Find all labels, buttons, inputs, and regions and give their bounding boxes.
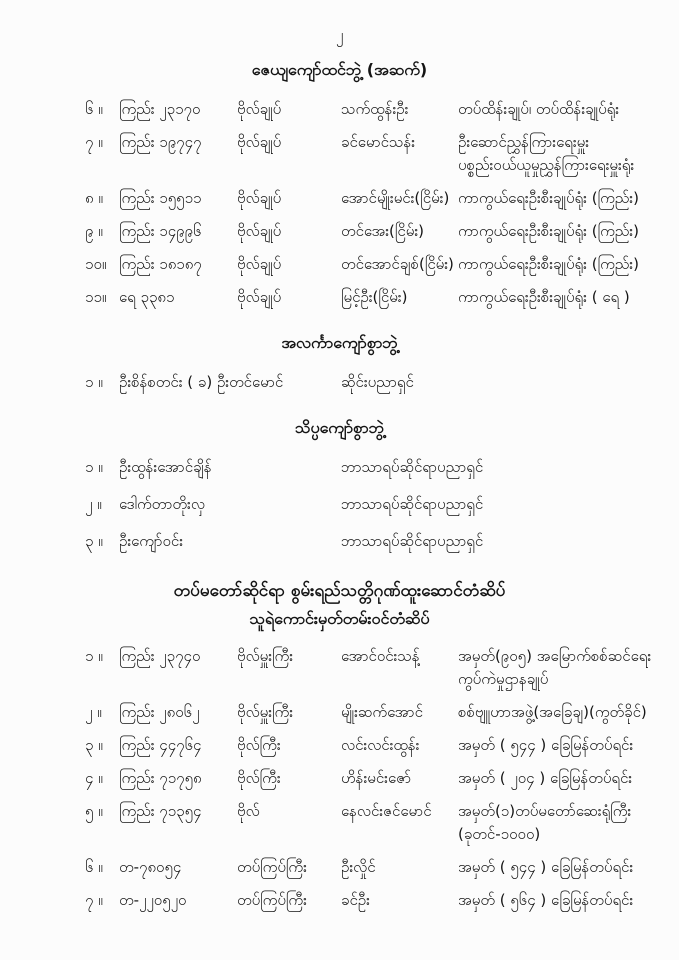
table-row bbox=[0, 493, 679, 516]
person-name: အောင်ဝင်းသန့် bbox=[341, 647, 420, 665]
person-name: ဦးကျော်ဝင်း bbox=[119, 532, 184, 550]
table-row bbox=[0, 767, 679, 790]
row-number: ၇ ။ bbox=[85, 891, 103, 909]
table-row bbox=[0, 187, 679, 210]
service-serial: ကြည်း ၁၅၅၁၁ bbox=[119, 189, 202, 207]
rank: ဗိုလ် bbox=[237, 802, 260, 820]
service-serial: တ-၂၂၀၅၂၀ bbox=[119, 891, 187, 909]
unit bbox=[458, 800, 655, 846]
person-name: သက်ထွန်းဦး bbox=[341, 100, 409, 118]
service-serial: ကြည်း ၄၄၇၆၄ bbox=[119, 736, 202, 754]
table-row bbox=[0, 286, 679, 309]
person-name: အောင်မျိုးမင်း(ငြိမ်း) bbox=[341, 189, 450, 207]
rank: ဗိုလ်ချုပ် bbox=[237, 288, 282, 306]
row-number: ၁၀။ bbox=[85, 255, 107, 273]
rank: ဗိုလ်မှူးကြီး bbox=[237, 647, 294, 665]
section-title-alankar-kyawswa: အလင်္ကာကျော်စွာဘွဲ့ bbox=[281, 333, 398, 352]
page-number: ၂ bbox=[335, 26, 344, 44]
unit-line: စစ်ဗျူဟာအဖွဲ့(အခြေချ)(ကွတ်ခိုင်) bbox=[458, 703, 647, 721]
table-row bbox=[0, 734, 679, 757]
service-serial: ကြည်း ၇၁၃၅၄ bbox=[119, 802, 202, 820]
description: ဘာသာရပ်ဆိုင်ရာပညာရှင် bbox=[341, 495, 484, 513]
rank: ဗိုလ်ချုပ် bbox=[237, 133, 282, 151]
service-serial: ကြည်း ၂၃၁၇၀ bbox=[119, 100, 201, 118]
person-name: ဒေါက်တာတိုးလှ bbox=[119, 495, 205, 513]
service-serial: ကြည်း ၂၈၀၆၂ bbox=[119, 703, 200, 721]
unit bbox=[458, 701, 655, 724]
row-number: ၁ ။ bbox=[85, 647, 103, 665]
person-name: ဦးလှိုင် bbox=[341, 858, 376, 876]
person-name: ခင်ဦး bbox=[341, 891, 370, 909]
row-number: ၃ ။ bbox=[85, 532, 103, 550]
section-subtitle-hero-record-medal: သူရဲကောင်းမှတ်တမ်းဝင်တံဆိပ် bbox=[249, 609, 430, 628]
table-row bbox=[0, 530, 679, 553]
rank: ဗိုလ်မှူးကြီး bbox=[237, 703, 294, 721]
description: ဘာသာရပ်ဆိုင်ရာပညာရှင် bbox=[341, 532, 484, 550]
unit bbox=[458, 889, 655, 912]
service-serial: ကြည်း ၁၈၁၈၇ bbox=[119, 255, 202, 273]
person-name: ဦးစိန်စတင်း ( ခ) ဦးတင်မောင် bbox=[119, 373, 284, 391]
person-name: မျိုးဆက်အောင် bbox=[341, 703, 423, 721]
row-number: ၂ ။ bbox=[85, 495, 102, 513]
unit bbox=[458, 98, 655, 121]
unit-line: (ခုတင်-၁၀၀၀) bbox=[458, 825, 541, 843]
person-name: မြင့်ဦး(ငြိမ်း) bbox=[341, 288, 408, 306]
person-name: လင်းလင်းထွန်း bbox=[341, 736, 420, 754]
unit bbox=[458, 220, 655, 243]
row-number: ၆ ။ bbox=[85, 100, 103, 118]
person-name: ဦးထွန်းအောင်ချိန် bbox=[119, 458, 212, 476]
unit bbox=[458, 286, 655, 309]
unit-line: အမှတ် ( ၅၆၄ ) ခြေမြန်တပ်ရင်း bbox=[458, 891, 634, 909]
unit-line: အမှတ် ( ၂၀၄ ) ခြေမြန်တပ်ရင်း bbox=[458, 769, 633, 787]
row-number: ၅ ။ bbox=[85, 802, 103, 820]
row-number: ၉ ။ bbox=[85, 222, 103, 240]
rank: ဗိုလ်ကြီး bbox=[237, 769, 281, 787]
rank: တပ်ကြပ်ကြီး bbox=[237, 891, 307, 909]
rank: ဗိုလ်ချုပ် bbox=[237, 222, 282, 240]
table-row bbox=[0, 889, 679, 912]
row-number: ၁ ။ bbox=[85, 373, 103, 391]
row-number: ၁ ။ bbox=[85, 458, 103, 476]
unit bbox=[458, 253, 655, 276]
service-serial: ကြည်း ၇၁၇၅၈ bbox=[119, 769, 202, 787]
table-row bbox=[0, 456, 679, 479]
rank: တပ်ကြပ်ကြီး bbox=[237, 858, 307, 876]
table-row bbox=[0, 131, 679, 177]
row-number: ၆ ။ bbox=[85, 858, 103, 876]
unit-line: တပ်ထိန်းချုပ်၊ တပ်ထိန်းချုပ်ရုံး bbox=[458, 100, 620, 118]
row-number: ၄ ။ bbox=[85, 769, 103, 787]
person-name: ခင်မောင်သန်း bbox=[341, 133, 416, 151]
service-serial: ရေ ၃၃၈၁ bbox=[119, 288, 175, 306]
unit bbox=[458, 131, 655, 177]
person-name: တင်အောင်ချစ်(ငြိမ်း) bbox=[341, 255, 454, 273]
table-row bbox=[0, 253, 679, 276]
table-row bbox=[0, 800, 679, 846]
rank: ဗိုလ်ချုပ် bbox=[237, 255, 282, 273]
unit-line: ကာကွယ်ရေးဦးစီးချုပ်ရုံး (ကြည်း) bbox=[458, 222, 639, 240]
table-row bbox=[0, 645, 679, 691]
unit-line: ပစ္စည်းဝယ်ယူမှုညွှန်ကြားရေးမှူးရုံး bbox=[458, 156, 635, 174]
table-row bbox=[0, 371, 679, 394]
unit bbox=[458, 734, 655, 757]
description: ဆိုင်းပညာရှင် bbox=[341, 373, 414, 391]
description: ဘာသာရပ်ဆိုင်ရာပညာရှင် bbox=[341, 458, 484, 476]
unit-line: အမှတ်(၉၀၅) အမြောက်စစ်ဆင်ရေး bbox=[458, 647, 652, 665]
unit-line: ကာကွယ်ရေးဦးစီးချုပ်ရုံး (ကြည်း) bbox=[458, 189, 639, 207]
unit-line: အမှတ် ( ၅၄၄ ) ခြေမြန်တပ်ရင်း bbox=[458, 858, 634, 876]
service-serial: ကြည်း ၁၄၉၉၆ bbox=[119, 222, 202, 240]
rank: ဗိုလ်ချုပ် bbox=[237, 100, 282, 118]
section-title-theippa-kyawswa: သိပ္ပကျော်စွာဘွဲ့ bbox=[294, 418, 385, 437]
section-title-gallantry-medal: တပ်မတော်ဆိုင်ရာ စွမ်းရည်သတ္တိဂုဏ်ထူးဆောင်တံဆိပ် bbox=[173, 581, 506, 601]
person-name: နေလင်းဇင်မောင် bbox=[341, 802, 432, 820]
rank: ဗိုလ်ကြီး bbox=[237, 736, 281, 754]
row-number: ၈ ။ bbox=[85, 189, 103, 207]
unit bbox=[458, 767, 655, 790]
person-name: ဟိန်းမင်းဇော် bbox=[341, 769, 412, 787]
service-serial: ကြည်း ၂၃၇၄၀ bbox=[119, 647, 201, 665]
row-number: ၂ ။ bbox=[85, 703, 102, 721]
section-title-zeya-kyaw-htin: ဇေယျကျော်ထင်ဘွဲ့ (အဆက်) bbox=[251, 60, 428, 79]
unit-line: ကာကွယ်ရေးဦးစီးချုပ်ရုံး ( ရေ ) bbox=[458, 288, 630, 306]
row-number: ၇ ။ bbox=[85, 133, 103, 151]
table-row bbox=[0, 701, 679, 724]
service-serial: တ-၇၈၀၅၄ bbox=[119, 858, 182, 876]
unit-line: ဦးဆောင်ညွှန်ကြားရေးမှူး bbox=[458, 133, 590, 151]
table-row bbox=[0, 856, 679, 879]
unit bbox=[458, 187, 655, 210]
service-serial: ကြည်း ၁၉၇၄၇ bbox=[119, 133, 202, 151]
unit bbox=[458, 856, 655, 879]
unit-line: အမှတ် ( ၅၄၄ ) ခြေမြန်တပ်ရင်း bbox=[458, 736, 634, 754]
unit-line: ကွပ်ကဲမှုဌာနချုပ် bbox=[458, 670, 549, 688]
row-number: ၃ ။ bbox=[85, 736, 103, 754]
person-name: တင်အေး(ငြိမ်း) bbox=[341, 222, 424, 240]
unit-line: အမှတ်(၁)တပ်မတော်ဆေးရုံကြီး bbox=[458, 802, 632, 820]
row-number: ၁၁။ bbox=[85, 288, 107, 306]
table-row bbox=[0, 220, 679, 243]
table-row bbox=[0, 98, 679, 121]
rank: ဗိုလ်ချုပ် bbox=[237, 189, 282, 207]
unit bbox=[458, 645, 655, 691]
unit-line: ကာကွယ်ရေးဦးစီးချုပ်ရုံး (ကြည်း) bbox=[458, 255, 639, 273]
